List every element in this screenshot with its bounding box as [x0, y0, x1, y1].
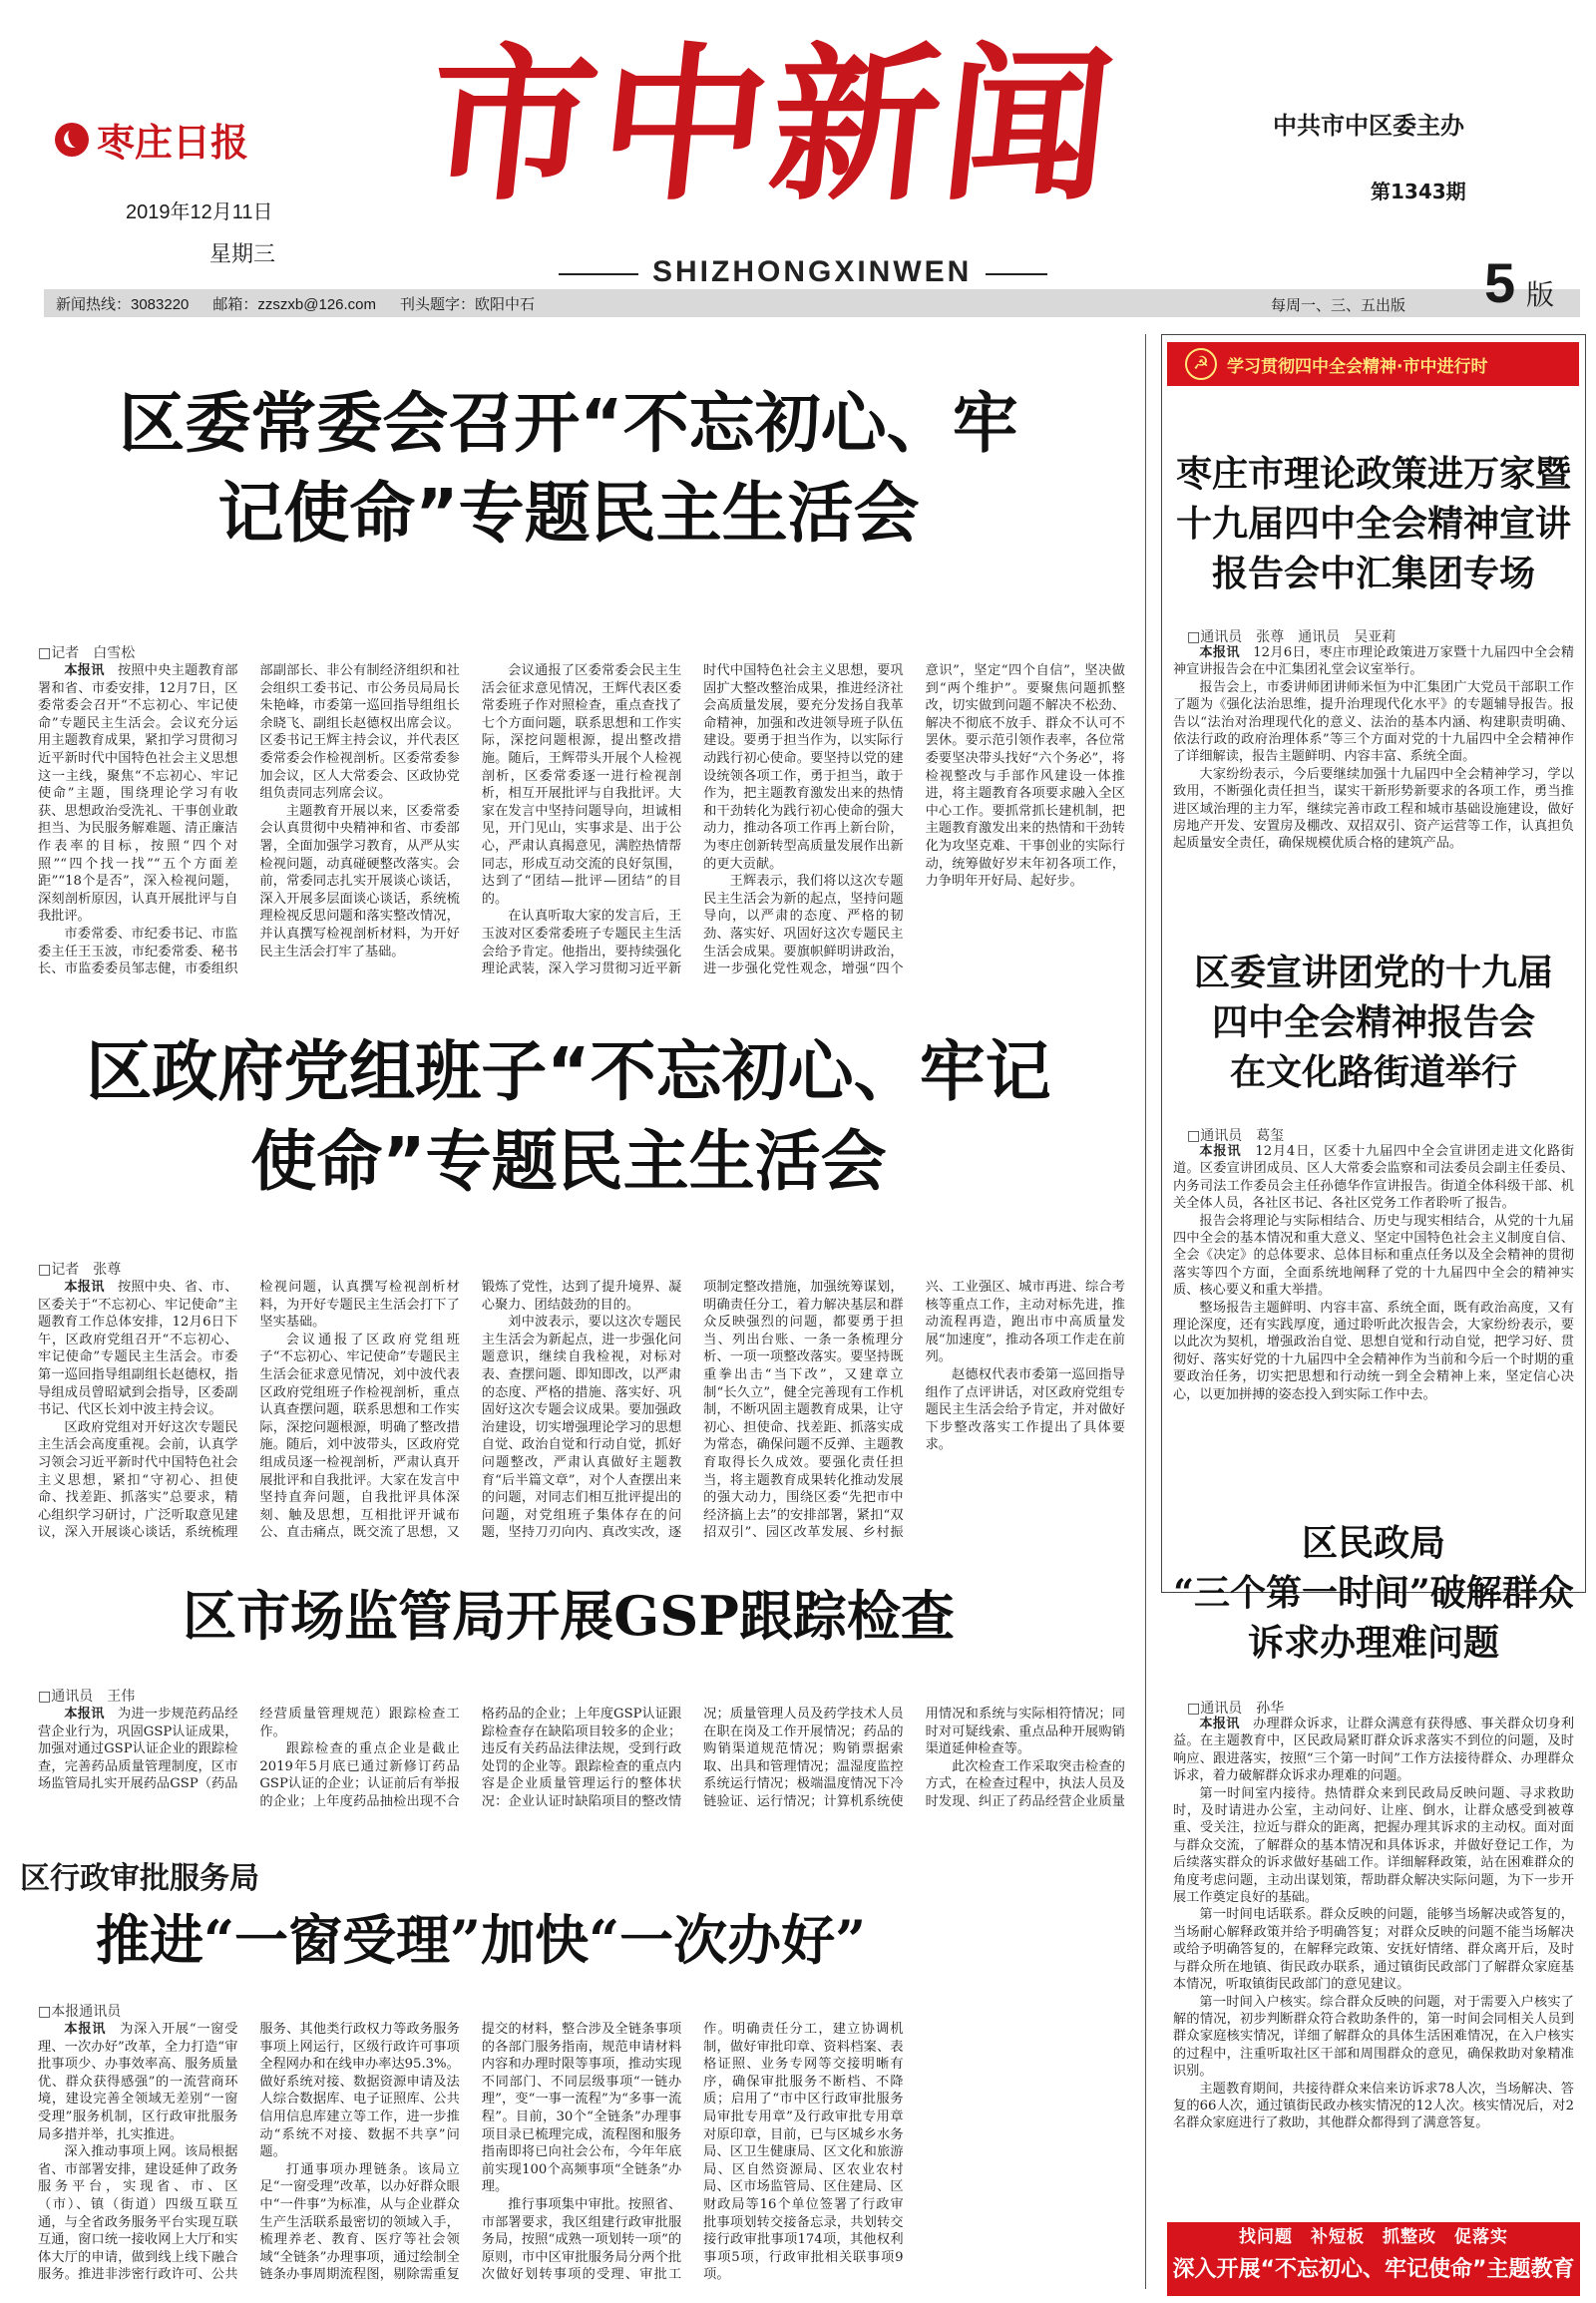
edition-number: 5: [1484, 251, 1516, 314]
sidebar-story3-paragraph: 主题教育期间，共接待群众来信来访诉求78人次，当场解决、答复的66人次，通过镇街民政办核实情况的12人次。核实情况后，对2名群众家庭进行了救助，其他群众都得到了满意答复。: [1173, 2081, 1574, 2131]
sidebar-story2-lead: 本报讯: [1199, 1144, 1242, 1159]
sidebar-story3-headline-line2: “三个第一时间”破解群众: [1173, 1572, 1574, 1614]
article2-lead: 本报讯: [64, 1280, 105, 1295]
article2-paragraph: 会议通报了区政府党组班子“不忘初心、牢记使命”专题民主生活会征求意见情况，刘中波代表区政府党组班子作检视剖析，重点认真查摆问题，联系思想和工作实际，深挖问题根源，明确了整改措施。随后，刘中波带头，区政府党组成员逐一检视剖析，严肃认真开展批评和自我批评。大家在发言中坚持直奔问题，自我批评具体深刻、触及思想，互相批评开诚布公、直击痛点，既交流了思想，又锻炼了党性，达到了提升境界、凝心聚力、团结鼓劲的目的。: [259, 1280, 682, 1541]
sidebar-story1-body: [1173, 644, 1574, 919]
article1-headline-line2: 记使命”专题民主生活会: [217, 475, 920, 552]
sidebar-story1-headline-line2: 十九届四中全会精神宣讲: [1175, 503, 1571, 545]
sidebar-story2-headline-line1: 区委宣讲团党的十九届: [1193, 952, 1553, 993]
logo-mark-icon: [55, 123, 89, 157]
info-bar: [44, 289, 1580, 317]
sidebar-story3-body: [1173, 1716, 1574, 2210]
sidebar-story3-lead: 本报讯: [1199, 1717, 1240, 1731]
article2-headline-line1: 区政府党组班子“不忘初心、牢记: [86, 1033, 1051, 1110]
sidebar-banner-text: 学习贯彻四中全会精神·市中进行时: [1227, 356, 1488, 377]
footer-slogan-box: [1167, 2222, 1580, 2296]
article3-body: [38, 1706, 1125, 1825]
logo-text: 枣庄日报: [97, 120, 249, 165]
article2-body: [38, 1279, 1125, 1543]
article4-body: [38, 2021, 1125, 2290]
footer-slogan-main: 深入开展“不忘初心、牢记使命”主题教育: [1172, 2257, 1575, 2282]
article1-paragraph: 王辉表示，我们将以这次专题民主生活会为新的起点，坚持问题导向，以严肃的态度、严格的韧劲、落实好、巩固好这次专题民主生活会成果。要旗帜鲜明讲政治，进一步强化党性观念，增强“四个意识”，坚定“四个自信”，坚决做到“两个维护”。要聚焦问题抓整改，切实做到问题不解决不松劲、解决不彻底不放手、群众不认可不罢休。要示范引领作表率，各位常委要坚决带头找好“六个务必”，将检视整改与手部作风建设一体推进，将主题教育各项要求融入全区中心工作。要抓常抓长建机制，把主题教育激发出来的热情和干劲转化为攻坚克难、干事创业的实际行动，统筹做好岁末年初各项工作，力争明年开好局、起好步。: [703, 663, 1125, 977]
sidebar-story2-paragraph: 12月4日，区委十九届四中全会宣讲团走进文化路街道。区委宣讲团成员、区人大常委会监察和司法委员会副主任委员、内务司法工作委员会主任孙德华作宣讲报告。街道全体科级干部、机关全体人员，各社区书记、各社区党务工作者聆听了报告。: [1173, 1144, 1574, 1212]
sidebar-story1-byline: □通讯员 张尊 通讯员 吴亚莉: [1187, 629, 1396, 645]
sidebar-story1-headline-line3: 报告会中汇集团专场: [1211, 553, 1535, 594]
masthead-pinyin: SHIZHONGXINWEN: [638, 255, 986, 289]
sidebar-story3-paragraph: 办理群众诉求，让群众满意有获得感、事关群众切身利益。在主题教育中，区民政局紧盯群众诉求落实不到位的问题，及时响应、跟进落实，按照“三个第一时间”工作方法接待群众、办理群众诉求，着力破解群众诉求办理难的问题。: [1173, 1717, 1574, 1784]
article2-headline-line2: 使命”专题民主生活会: [250, 1123, 887, 1200]
article2-paragraph: 按照中央、省、市、区委关于“不忘初心、牢记使命”主题教育工作总体安排，12月6日下午，区政府党组召开“不忘初心、牢记使命”专题民主生活会。市委第一巡回指导组副组长赵德权，指导组成员曾昭斌到会指导，区委副书记、代区长刘中波主持会议。: [38, 1280, 238, 1418]
sidebar-story2-byline: □通讯员 葛玺: [1187, 1128, 1285, 1144]
newspaper-logo: [55, 112, 248, 167]
sidebar-story1-headline: [1172, 449, 1575, 598]
hotline-text: 新闻热线：3083220: [56, 295, 190, 313]
article1-lead: 本报讯: [64, 663, 105, 678]
inscription-text: 刊头题字：欧阳中石: [400, 295, 536, 313]
article1-paragraph: 市委常委、市纪委书记、市监委主任王玉波，市纪委常委、秘书长、市监委委员邹志健，市委组织部副部长、非公有制经济组织和社会组织工委书记、市公务员局局长朱艳峰，市委第一巡回指导组组长余晓飞、副组长赵德权出席会议。区委书记王辉主持会议，并代表区委常委会作检视剖析。区委常委参加会议，区人大常委会、区政协党组负责同志列席会议。: [38, 663, 460, 977]
masthead-title: 市中新闻: [418, 26, 1126, 223]
edition-unit: 版: [1526, 278, 1555, 311]
footer-slogan-top: 找问题 补短板 抓整改 促落实: [1239, 2227, 1508, 2247]
sidebar-story1-paragraph: 大家纷纷表示，今后要继续加强十九届四中全会精神学习，学以致用，不断强化责任担当，谋实干新形势新要求的各项工作，勇当推进区域治理的主力军，继续完善市政工程和城市基础设施建设，做好房地产开发、安置房及棚改、双招双引、资产运营等工作，认真担负起质量安全责任，确保规模优质合格的建筑产品。: [1173, 766, 1574, 852]
article1-headline-line1: 区委常委会召开“不忘初心、牢: [119, 385, 1018, 462]
article3-byline: □通讯员 王伟: [38, 1689, 136, 1705]
article3-headline: 区市场监管局开展GSP跟踪检查: [183, 1584, 955, 1648]
issue-date: 2019年12月11日: [126, 201, 273, 223]
article4-headline: 推进“一窗受理”加快“一次办好”: [96, 1908, 867, 1972]
sidebar-story3-paragraph: 第一时间电话联系。群众反映的问题，能够当场解决或答复的，当场耐心解释政策并给予明确答复；对群众反映的问题不能当场解决或给予明确答复的，在解释完政策、安抚好情绪、群众离开后，及时与群众所在地镇、街民政办联系，通过镇街民政部门了解群众家庭基本情况，听取镇街民政部门的意见建议。: [1173, 1907, 1574, 1993]
sidebar-story1-lead: 本报讯: [1199, 645, 1240, 660]
article2-paragraph: 赵德权代表市委第一巡回指导组作了点评讲话，对区政府党组专题民主生活会给予肯定，并对做好下步整改落实工作提出了具体要求。: [925, 1366, 1125, 1453]
article2-headline: [20, 1027, 1117, 1207]
sidebar-story2-headline-line2: 四中全会精神报告会: [1211, 1001, 1535, 1043]
email-text: 邮箱：zzszxb@126.com: [212, 295, 377, 313]
article4-paragraph: 深入推动事项上网。该局根据省、市部署安排，建设延伸了政务服务平台，实现省、市、区（市）、镇（街道）四级互联互通，与全省政务服务平台实现互联互通，窗口统一接收网上大厅和实体大厅的申请，做到线上线下融合服务。推进非涉密行政许可、公共服务、其他类行政权力等政务服务事项上网运行，区级行政许可事项全程网办和在线申办率达95.3%。做好系统对接、数据资源申请及法人综合数据库、电子证照库、公共信用信息库建立等工作，进一步推动“系统不对接、数据不共享”问题。: [38, 2022, 460, 2283]
main-sidebar-divider: [1145, 334, 1146, 2289]
article4-byline: □本报通讯员: [38, 2004, 122, 2020]
article1-headline: [20, 379, 1117, 559]
sponsor-text: 中共市中区委主办: [1273, 112, 1464, 140]
article1-paragraph: 主题教育开展以来，区委常委会认真贯彻中央精神和省、市委部署，全面加强学习教育，从严从实检视问题，动真碰硬整改落实。会前，常委同志扎实开展谈心谈话，深入开展多层面谈心谈话，系统梳理检视反思问题和落实整改情况，并认真撰写检视剖析材料，为开好民主生活会打牢了基础。: [259, 803, 460, 960]
article4-paragraph: 打通事项办理链条。该局立足“一窗受理”改革，以办好群众眼中“一件事”为标准，从与企业群众生产生活联系最密切的领域入手，梳理养老、教育、医疗等社会领域“全链条”办理事项，通过绘制全链条办事周期流程图，剔除需重复提交的材料，整合涉及全链条事项的各部门服务指南，规范申请材料内容和办理时限等事项，推动实现不同部门、不同层级事项“一链办理”，变“一事一流程”为“多事一流程”。目前，30个“全链条”办理事项目录已梳理完成，流程图和服务指南即将已向社会公布，今年年底前实现100个高频事项“全链条”办理。: [259, 2022, 682, 2283]
article3-lead: 本报讯: [64, 1707, 105, 1722]
issue-number: 第1343期: [1371, 180, 1466, 203]
article1-body: [38, 662, 1125, 991]
sidebar-story2-paragraph: 整场报告主题鲜明、内容丰富、系统全面，既有政治高度，又有理论深度，还有实践厚度，通过聆听此次报告会，大家纷纷表示，要以此次为契机，增强政治自觉、思想自觉和行动自觉，把学习好、贯彻好、落实好党的十九届四中全会精神作为当前和今后一个时期的重要政治任务，切实把思想和行动统一到全会精神上来，坚定信心决心，以更加拼搏的姿态投入到实际工作中去。: [1173, 1300, 1574, 1402]
party-emblem-icon: ☭: [1185, 348, 1217, 380]
sidebar-story2-paragraph: 报告会将理论与实际相结合、历史与现实相结合，从党的十九届四中全会的基本情况和重大意义、坚定中国特色社会主义制度自信、全会《决定》的总体要求、总体目标和重点任务以及全会精神的贯彻落实等四个方面，全面系统地阐释了党的十九届四中全会的精神实质、核心要义和重大举措。: [1173, 1213, 1574, 1299]
sidebar-story3-headline-line1: 区民政局: [1301, 1522, 1445, 1564]
article2-byline: □记者 张尊: [38, 1262, 122, 1278]
sidebar-story1-paragraph: 12月6日，枣庄市理论政策进万家暨十九届四中全会精神宣讲报告会在中汇集团礼堂会议室举行。: [1173, 645, 1574, 678]
article4-lead: 本报讯: [64, 2022, 107, 2037]
article2-paragraph: 区政府党组对开好这次专题民主生活会高度重视。会前，认真学习领会习近平新时代中国特色社会主义思想，紧扣“守初心、担使命、找差距、抓落实”总要求，精心组织学习研讨，广泛听取意见建议，深入开展谈心谈话，系统梳理检视问题，认真撰写检视剖析材料，为开好专题民主生活会打下了坚实基础。: [38, 1280, 460, 1541]
frequency-text: 每周一、三、五出版: [1271, 297, 1406, 314]
sidebar-story3-headline-line3: 诉求办理难问题: [1247, 1622, 1499, 1664]
article1-byline: □记者 白雪松: [38, 645, 136, 661]
article4-kicker: 区行政审批服务局: [20, 1861, 259, 1896]
sidebar-story2-body: [1173, 1143, 1574, 1578]
sidebar-story2-headline: [1172, 948, 1575, 1097]
article1-paragraph: 会议通报了区委常委会民主生活会征求意见情况，王辉代表区委常委班子作对照检查，重点查找了七个方面问题，联系思想和工作实际，深挖问题根源，提出整改措施。随后，王辉带头开展个人检视剖析，区委常委逐一进行检视剖析，相互开展批评与自我批评。大家在发言中坚持问题导向，坦诚相见，开门见山，实事求是、出于公心，严肃认真揭意见，满腔热情帮同志，形成互动交流的良好氛围，达到了“团结—批评—团结”的目的。: [481, 663, 682, 907]
sidebar-banner: [1167, 342, 1579, 386]
sidebar-story3-paragraph: 第一时间室内接待。热情群众来到民政局反映问题、寻求救助时，及时请进办公室，主动问好、让座、倒水，让群众感受到被尊重、受关注，拉近与群众的距离，把握办理其诉求的主动权。面对面与群众交流，了解群众的基本情况和具体诉求，并做好登记工作，为后续落实群众的诉求做好基础工作。详细解释政策，站在困难群众的角度考虑问题，主动出谋划策，帮助群众解决实际问题，为下一步开展工作奠定良好的基础。: [1173, 1785, 1574, 1906]
article3-paragraph: 此次检查工作采取突击检查的方式，在检查过程中，执法人员及时发现、纠正了药品经营企业质量: [925, 1758, 1125, 1809]
sidebar-story3-paragraph: 第一时间入户核实。综合群众反映的问题，对于需要入户核实了解的情况，初步判断群众符合救助条件的，第一时间会同相关人员到群众家庭核实情况，详细了解群众的具体生活困难情况，在入户核实的过程中，注重听取社区干部和周围群众的意见，确保救助对象精准识别。: [1173, 1994, 1574, 2080]
sidebar-story3-byline: □通讯员 孙华: [1187, 1701, 1285, 1717]
sidebar-story3-headline: [1172, 1518, 1575, 1668]
sidebar-story1-headline-line1: 枣庄市理论政策进万家暨: [1175, 453, 1571, 495]
issue-weekday: 星期三: [209, 241, 276, 266]
article1-paragraph: 在认真听取大家的发言后，王玉波对区委常委班子专题民主生活会给予肯定。他指出，要持续强化理论武装，深入学习贯彻习近平新时代中国特色社会主义思想，要巩固扩大整改整治成果，推进经济社会高质量发展，要充分发扬自我革命精神，加强和改进领导班子队伍建设。要勇于担当作为，以实际行动践行初心使命。要坚持以党的建设统领各项工作，勇于担当，敢于作为，把主题教育激发出来的热情和干劲转化为践行初心使命的强大动力，推动各项工作再上新台阶，为枣庄创新转型高质量发展作出新的更大贡献。: [481, 663, 904, 977]
article3-paragraph: 为进一步规范药品经营企业行为，巩固GSP认证成果，加强对通过GSP认证企业的跟踪检查，完善药品质量管理制度，区市场监管局扎实开展药品GSP（药品经营质量管理规范）跟踪检查工作。: [38, 1707, 460, 1792]
article3-paragraph: 跟踪检查的重点企业是截止2019年5月底已通过新修订药品GSP认证的企业；认证前后有举报的企业；上年度药品抽检出现不合格药品的企业；上年度GSP认证跟踪检查存在缺陷项目较多的企业；违反有关药品法律法规，受到行政处罚的企业等。跟踪检查的重点内容是企业质量管理运行的整体状况：企业认证时缺陷项目的整改情况；质量管理人员及药学技术人员在职在岗及工作开展情况；药品的购销渠道规范情况；购销票据索取、出具和管理情况；温湿度监控系统运行情况；极端温度情况下冷链验证、运行情况；计算机系统使用情况和系统与实际相符情况；同时对可疑线索、重点品种开展购销渠道延伸检查等。: [259, 1707, 1125, 1809]
sidebar-story1-paragraph: 报告会上，市委讲师团讲师米恒为中汇集团广大党员干部职工作了题为《强化法治思维，提升治理现代化水平》的专题辅导报告。报告以“法治对治理现代化的意义、法治的基本内涵、构建职责明确、依法行政的政府治理体系”等三个方面对党的十九届四中全会精神作了详细解读，报告主题鲜明、内容丰富、系统全面。: [1173, 679, 1574, 765]
sidebar-story2-headline-line3: 在文化路街道举行: [1229, 1051, 1517, 1093]
article4-paragraph: 为深入开展“一窗受理、一次办好”改革，全力打造“审批事项少、办事效率高、服务质量优、群众获得感强”的一流营商环境，建设完善全领域无差别“一窗受理”服务机制，区行政审批服务局多措并举，扎实推进。: [38, 2022, 238, 2142]
article1-paragraph: 按照中央主题教育部署和省、市委安排，12月7日，区委常委会召开“不忘初心、牢记使命”专题民主生活会。会议充分运用主题教育成果，紧扣学习贯彻习近平新时代中国特色社会主义思想这一主线，聚焦“不忘初心、牢记使命”主题，围绕理论学习有收获、思想政治受洗礼、干事创业敢担当、为民服务解难题、清正廉洁作表率的目标，按照“四个对照”“四个找一找”“五个方面差距”“18个是否”，深入检视问题，深刻剖析原因，认真开展批评与自我批评。: [38, 663, 238, 925]
article2-paragraph: 刘中波表示，要以这次专题民主生活会为新起点，进一步强化问题意识，继续自我检视，对标对表、查摆问题、即知即改，以严肃的态度、严格的措施、落实好、巩固好这次专题会议成果。要加强政治建设，切实增强理论学习的思想自觉、政治自觉和行动自觉，抓好问题整改，严肃认真做好主题教育“后半篇文章”，对个人查摆出来的问题，对同志们相互批评提出的问题，对党组班子集体存在的问题，坚持刀刃向内、真改实改，逐项制定整改措施，加强统筹谋划，明确责任分工，着力解决基层和群众反映强烈的问题，都要勇于担当、列出台账、一条一条梳理分析、一项一项整改落实。要坚持既重拳出击“当下改”，又建章立制“长久立”，健全完善现有工作机制，不断巩固主题教育成果，让守初心、担使命、找差距、抓落实成为常态，确保问题不反弹、主题教育取得长久成效。要强化责任担当，将主题教育成果转化推动发展的强大动力，围绕区委“先把市中经济搞上去”的安排部署，紧扣“双招双引”、园区改革发展、乡村振兴、工业强区、城市再进、综合考核等重点工作，主动对标先进，推动流程再造，跑出市中高质量发展“加速度”，推动各项工作走在前列。: [481, 1280, 1125, 1541]
article4-paragraph: 推行事项集中审批。按照省、市部署要求，我区组建行政审批服务局，按照“成熟一项划转一项”的原则，市中区审批服务局分两个批次做好划转事项的受理、审批工作。明确责任分工，建立协调机制，做好审批印章、资料档案、表格证照、业务专网等交接明晰有序，确保审批服务不断档、不降质；启用了“市中区行政审批服务局审批专用章”及行政审批专用章对原印章，目前，已与区城乡水务局、区卫生健康局、区文化和旅游局、区自然资源局、区农业农村局、区市场监管局、区住建局、区财政局等16个单位签署了行政审批事项划转交接备忘录，共划转交接行政审批事项174项，其他权利事项5项，行政审批相关联事项9项。: [481, 2022, 904, 2283]
